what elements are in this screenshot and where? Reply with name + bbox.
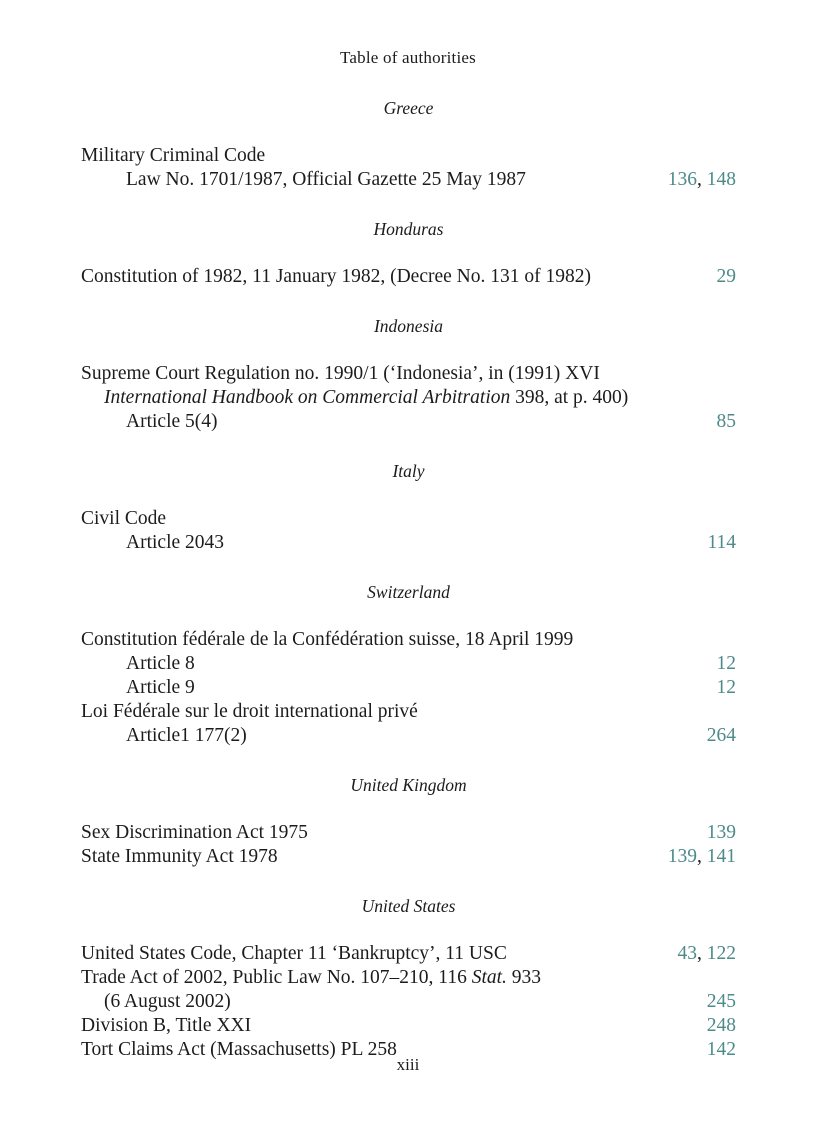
authority-title-italic: International Handbook on Commercial Arbitration: [104, 387, 511, 408]
authority-entry: [81, 821, 736, 845]
authority-entry: [81, 144, 736, 168]
authority-entry: [81, 386, 736, 410]
section-honduras: [81, 217, 736, 289]
authority-entry: [81, 700, 736, 724]
country-heading: United Kingdom: [350, 775, 467, 795]
country-heading: Honduras: [373, 219, 444, 239]
page-ref-separator: ,: [697, 943, 707, 964]
page-ref-link[interactable]: 12: [716, 653, 736, 674]
section-united-kingdom: [81, 773, 736, 869]
table-of-authorities: [81, 96, 736, 1087]
page-ref-separator: ,: [697, 169, 707, 190]
authority-title-part: Trade Act of 2002, Public Law No. 107–210, 116: [81, 967, 472, 988]
page-ref-link[interactable]: 245: [706, 991, 736, 1012]
page-references: [695, 724, 736, 748]
page-ref-link[interactable]: 85: [716, 411, 736, 432]
page-references: [705, 265, 737, 289]
authority-title: Article 9: [126, 677, 195, 698]
page-references: [705, 410, 737, 434]
authority-entry: [81, 676, 736, 700]
authority-entry: [81, 362, 736, 386]
page-number: xiii: [396, 1055, 420, 1074]
authority-title: Article 5(4): [126, 411, 218, 432]
page-ref-link[interactable]: 136: [667, 169, 697, 190]
authority-entry: [81, 652, 736, 676]
authority-entry: [81, 724, 736, 748]
page-references: [666, 942, 737, 966]
authority-title: Article 8: [126, 653, 195, 674]
authority-title: Article 2043: [126, 532, 225, 553]
authority-title: Constitution of 1982, 11 January 1982, (Decree No. 131 of 1982): [81, 266, 591, 287]
country-heading: Switzerland: [367, 582, 450, 602]
country-heading: Indonesia: [373, 316, 444, 336]
section-italy: [81, 459, 736, 555]
authority-entry: [81, 628, 736, 652]
authority-title-part: 398, at p. 400): [510, 387, 629, 408]
page-ref-link[interactable]: 248: [706, 1015, 736, 1036]
page-ref-link[interactable]: 139: [706, 822, 736, 843]
page-references: [656, 168, 736, 192]
section-switzerland: [81, 580, 736, 748]
page-references: [695, 821, 736, 845]
page-ref-link[interactable]: 264: [706, 725, 736, 746]
authority-entry: [81, 845, 736, 869]
authority-entry: [81, 531, 736, 555]
authority-title: (6 August 2002): [104, 991, 231, 1012]
authority-entry: [81, 410, 736, 434]
page-references: [705, 652, 737, 676]
page-ref-link[interactable]: 122: [706, 943, 736, 964]
authority-entry: [81, 507, 736, 531]
page-ref-link[interactable]: 12: [716, 677, 736, 698]
page-ref-link[interactable]: 29: [716, 266, 736, 287]
country-heading: United States: [361, 896, 456, 916]
authority-title: Supreme Court Regulation no. 1990/1 (‘Indonesia’, in (1991) XVI: [81, 363, 600, 384]
authority-title: [81, 966, 736, 990]
page-ref-link[interactable]: 142: [706, 1039, 736, 1060]
country-heading: Greece: [383, 98, 434, 118]
authority-title: Article1 177(2): [126, 725, 247, 746]
authority-entry: [81, 942, 736, 966]
authority-title: Tort Claims Act (Massachusetts) PL 258: [81, 1039, 397, 1060]
section-greece: [81, 96, 736, 192]
authority-title: Division B, Title XXI: [81, 1015, 252, 1036]
authority-entry: [81, 966, 736, 990]
authority-title-italic: Stat.: [471, 967, 507, 988]
authority-title: United States Code, Chapter 11 ‘Bankruptcy’, 11 USC: [81, 943, 507, 964]
authority-title: State Immunity Act 1978: [81, 846, 278, 867]
authority-title: [81, 386, 736, 410]
page-ref-link[interactable]: 148: [706, 169, 736, 190]
page-references: [705, 676, 737, 700]
page-ref-link[interactable]: 43: [677, 943, 697, 964]
section-indonesia: [81, 314, 736, 434]
authority-entry: [81, 265, 736, 289]
authority-title: Law No. 1701/1987, Official Gazette 25 May 1987: [126, 169, 526, 190]
authority-title-part: 933: [506, 967, 542, 988]
country-heading: Italy: [392, 461, 425, 481]
page-references: [695, 990, 736, 1014]
page-references: [695, 531, 736, 555]
page-references: [695, 1014, 736, 1038]
authority-title: Constitution fédérale de la Confédération suisse, 18 April 1999: [81, 629, 574, 650]
page-references: [656, 845, 736, 869]
page-ref-link[interactable]: 139: [667, 846, 697, 867]
authority-title: Sex Discrimination Act 1975: [81, 822, 308, 843]
authority-title: Civil Code: [81, 508, 167, 529]
section-united-states: [81, 894, 736, 1062]
authority-entry: [81, 168, 736, 192]
page-ref-separator: ,: [697, 846, 707, 867]
authority-title: Military Criminal Code: [81, 145, 266, 166]
authority-entry: [81, 990, 736, 1014]
page-ref-link[interactable]: 114: [707, 532, 736, 553]
running-head: Table of authorities: [340, 48, 476, 67]
authority-title: Loi Fédérale sur le droit international privé: [81, 701, 418, 722]
page-ref-link[interactable]: 141: [706, 846, 736, 867]
authority-entry: [81, 1014, 736, 1038]
